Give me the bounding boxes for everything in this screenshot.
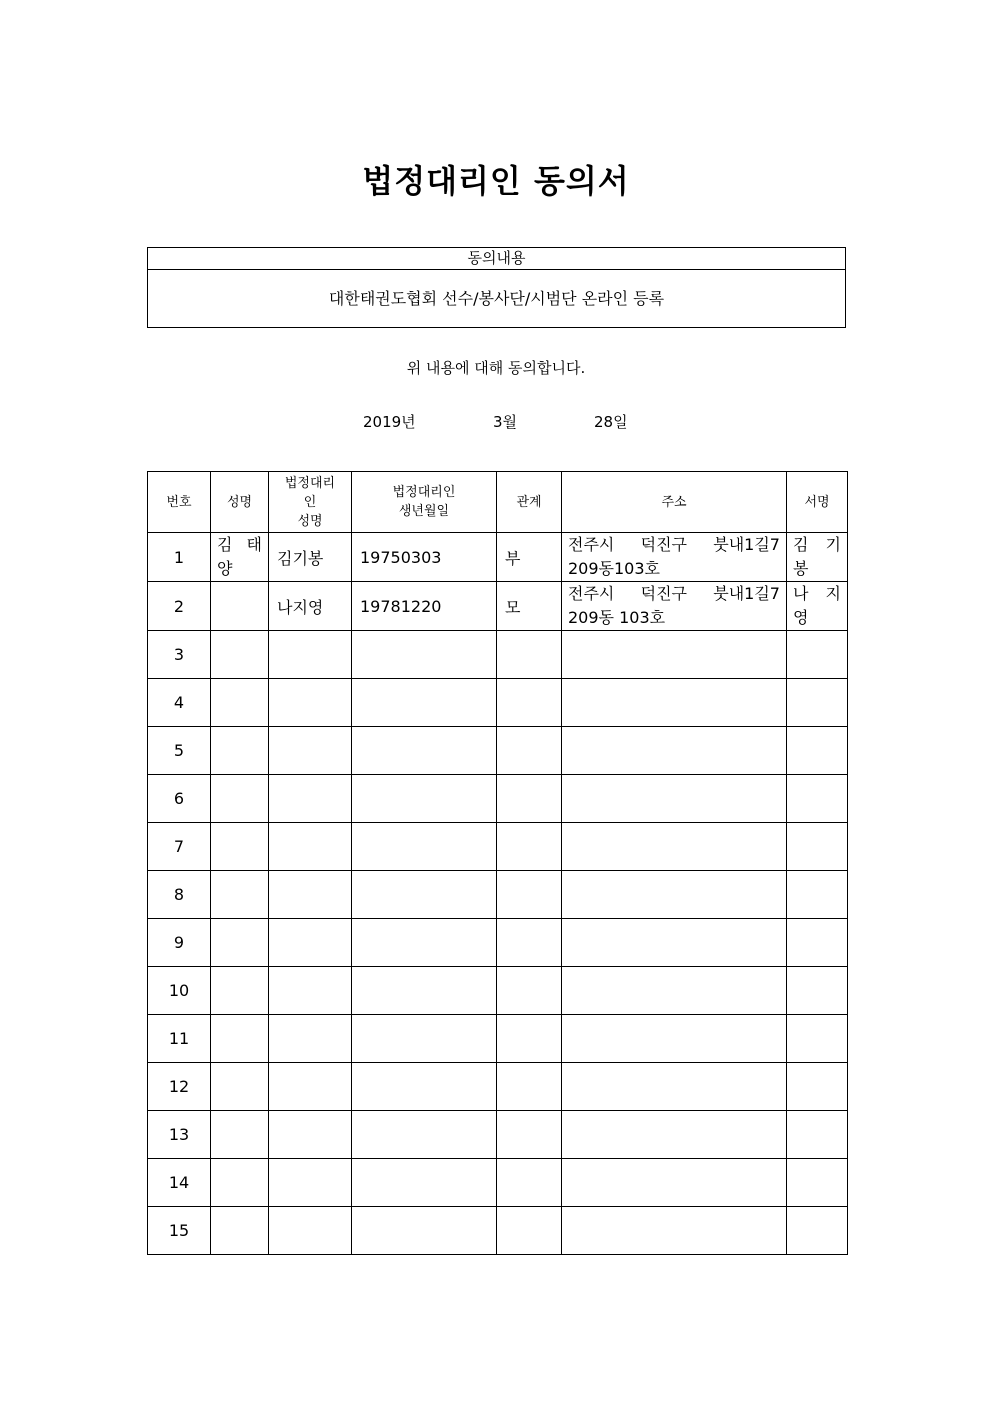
relation: 부: [497, 533, 562, 582]
address-district: 덕진구: [640, 535, 687, 554]
table-row: [148, 631, 848, 679]
signature: [787, 1159, 848, 1207]
student-name: [211, 1063, 269, 1111]
student-name: [211, 919, 269, 967]
guardian-name: 나지영: [269, 582, 352, 631]
header-guardian-name-line3: 성명: [297, 513, 323, 529]
guardian-name: [269, 727, 352, 775]
student-name: [211, 823, 269, 871]
guardian-birth: [352, 1159, 497, 1207]
row-number: 4: [148, 679, 211, 727]
row-number: 2: [148, 582, 211, 631]
guardian-birth: [352, 775, 497, 823]
guardian-name: [269, 1063, 352, 1111]
address: [562, 1207, 787, 1255]
student-name: [211, 871, 269, 919]
table-row: [148, 823, 848, 871]
table-row: [148, 679, 848, 727]
address: [562, 1015, 787, 1063]
address: [562, 823, 787, 871]
student-name: [211, 727, 269, 775]
table-row: [148, 1111, 848, 1159]
student-name: [211, 1015, 269, 1063]
relation: [497, 919, 562, 967]
signature-char: 기: [825, 535, 841, 554]
relation: [497, 1015, 562, 1063]
row-number: 6: [148, 775, 211, 823]
signature: [787, 919, 848, 967]
date-day: 28일: [594, 413, 628, 431]
row-number: 9: [148, 919, 211, 967]
student-name: [211, 1207, 269, 1255]
signature: [787, 533, 848, 582]
header-signature: 서명: [787, 472, 848, 533]
table-row: [148, 1063, 848, 1111]
signature: [787, 823, 848, 871]
date-month: 3월: [493, 413, 518, 431]
relation: [497, 1063, 562, 1111]
address: [562, 871, 787, 919]
signature: [787, 679, 848, 727]
guardian-name: [269, 1111, 352, 1159]
row-number: 13: [148, 1111, 211, 1159]
guardian-table: [147, 471, 848, 1255]
signature-char: 나: [793, 584, 809, 603]
guardian-name: [269, 775, 352, 823]
consent-box: [147, 247, 846, 328]
student-name-char: 김: [217, 535, 233, 554]
guardian-birth: [352, 1063, 497, 1111]
header-address: 주소: [562, 472, 787, 533]
guardian-birth: [352, 919, 497, 967]
relation: [497, 1111, 562, 1159]
row-number: 7: [148, 823, 211, 871]
address: [562, 582, 787, 631]
guardian-name: [269, 823, 352, 871]
date-year: 2019년: [363, 413, 416, 431]
signature: [787, 871, 848, 919]
signature-char: 김: [793, 535, 809, 554]
address: [562, 533, 787, 582]
signature-char: 지: [825, 584, 841, 603]
consent-body: 대한태권도협회 선수/봉사단/시범단 온라인 등록: [328, 289, 665, 308]
address: [562, 919, 787, 967]
guardian-birth: [352, 727, 497, 775]
address-city: 전주시: [568, 535, 615, 554]
row-number: 8: [148, 871, 211, 919]
signature: [787, 1015, 848, 1063]
guardian-name: [269, 919, 352, 967]
table-row: [148, 871, 848, 919]
relation: [497, 1207, 562, 1255]
header-guardian-name-line2: 인: [303, 494, 317, 510]
student-name-char: 태: [246, 535, 262, 554]
student-name-char: 양: [217, 559, 233, 578]
signature: [787, 967, 848, 1015]
signature: [787, 582, 848, 631]
guardian-name: [269, 1207, 352, 1255]
relation: [497, 727, 562, 775]
signature: [787, 727, 848, 775]
guardian-name: [269, 871, 352, 919]
guardian-name: [269, 679, 352, 727]
signature: [787, 1111, 848, 1159]
header-name: 성명: [211, 472, 269, 533]
student-name: [211, 631, 269, 679]
table-row: [148, 533, 848, 582]
student-name: [211, 1159, 269, 1207]
table-row: [148, 1015, 848, 1063]
student-name: [211, 679, 269, 727]
address: [562, 727, 787, 775]
table-row: [148, 919, 848, 967]
row-number: 10: [148, 967, 211, 1015]
student-name: [211, 967, 269, 1015]
row-number: 11: [148, 1015, 211, 1063]
guardian-name: [269, 1159, 352, 1207]
guardian-birth: [352, 631, 497, 679]
address-line2: 209동103호: [568, 559, 660, 578]
student-name: [211, 582, 269, 631]
relation: 모: [497, 582, 562, 631]
relation: [497, 967, 562, 1015]
address-district: 덕진구: [640, 584, 687, 603]
table-row: [148, 775, 848, 823]
relation: [497, 679, 562, 727]
address: [562, 631, 787, 679]
table-row: [148, 727, 848, 775]
guardian-name: 김기봉: [269, 533, 352, 582]
address: [562, 775, 787, 823]
guardian-birth: [352, 1111, 497, 1159]
guardian-birth: [352, 1015, 497, 1063]
address: [562, 1111, 787, 1159]
row-number: 15: [148, 1207, 211, 1255]
guardian-name: [269, 1015, 352, 1063]
header-guardian-name: [269, 472, 352, 533]
guardian-birth: 19750303: [352, 533, 497, 582]
guardian-birth: [352, 679, 497, 727]
address-line2: 209동 103호: [568, 608, 666, 627]
guardian-birth: [352, 823, 497, 871]
table-row: [148, 1159, 848, 1207]
address-city: 전주시: [568, 584, 615, 603]
row-number: 14: [148, 1159, 211, 1207]
guardian-birth: 19781220: [352, 582, 497, 631]
header-guardian-birth-line2: 생년월일: [398, 504, 450, 519]
relation: [497, 871, 562, 919]
address: [562, 679, 787, 727]
signature: [787, 1063, 848, 1111]
header-no: 번호: [148, 472, 211, 533]
header-guardian-name-line1: 법정대리: [284, 475, 336, 491]
header-guardian-birth: [352, 472, 497, 533]
document-title: 법정대리인 동의서: [362, 162, 630, 200]
relation: [497, 775, 562, 823]
address: [562, 967, 787, 1015]
address: [562, 1159, 787, 1207]
guardian-name: [269, 631, 352, 679]
address: [562, 1063, 787, 1111]
table-row: [148, 967, 848, 1015]
row-number: 3: [148, 631, 211, 679]
signature: [787, 631, 848, 679]
table-row: [148, 582, 848, 631]
header-relation: 관계: [497, 472, 562, 533]
signature: [787, 1207, 848, 1255]
relation: [497, 823, 562, 871]
guardian-name: [269, 967, 352, 1015]
table-row: [148, 1207, 848, 1255]
signature: [787, 775, 848, 823]
guardian-birth: [352, 967, 497, 1015]
student-name: [211, 775, 269, 823]
header-guardian-birth-line1: 법정대리인: [392, 485, 456, 500]
relation: [497, 631, 562, 679]
row-number: 1: [148, 533, 211, 582]
row-number: 12: [148, 1063, 211, 1111]
student-name: [211, 533, 269, 582]
student-name: [211, 1111, 269, 1159]
signature-char: 봉: [793, 559, 809, 578]
relation: [497, 1159, 562, 1207]
row-number: 5: [148, 727, 211, 775]
table-header-row: [148, 472, 848, 533]
address-street: 붓내1길7: [713, 535, 780, 554]
signature-char: 영: [793, 608, 809, 627]
consent-header: 동의내용: [148, 248, 845, 270]
guardian-birth: [352, 1207, 497, 1255]
guardian-birth: [352, 871, 497, 919]
agreement-statement: 위 내용에 대해 동의합니다.: [406, 359, 586, 377]
address-street: 붓내1길7: [713, 584, 780, 603]
